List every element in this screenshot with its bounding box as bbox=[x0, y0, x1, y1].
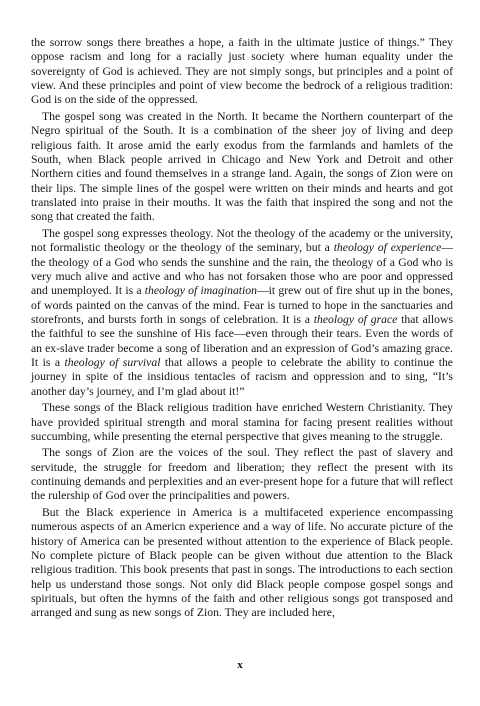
text-run: The gospel song expresses theology. Not the theology of the academy or the university, not formalistic theology or the theology of the seminary, but a bbox=[31, 226, 453, 255]
text-run: The songs of Zion are the voices of the soul. They reflect the past of slavery and servitude, the struggle for freedom and liberation; they reflect the present with its continuing demands and perplexities and an ever-present hope for a future that will reflect the rulership of God over the principalities and powers. bbox=[31, 446, 453, 503]
text-run: The gospel song was created in the North. It became the Northern counterpart of the Negro spiritual of the South. It is a combination of the sheer joy of living and deep religious faith. It arose amid the early exodus from the farmlands and hamlets of the South, when Black people arrived in Chicago and New York and Detroit and other Northern cities and found themselves in a strange land. Again, the songs of Zion were on their lips. The simple lines of the gospel were written on their minds and hearts and got translated into praise in their mouths. It was the faith that inspired the song and not the song that created the faith. bbox=[31, 109, 453, 224]
italic-phrase: theology of survival bbox=[64, 355, 161, 369]
paragraph-1 bbox=[31, 36, 453, 108]
text-run: that allows a people to celebrate the ability to continue the journey in spite of the insidious tentacles of racism and oppression and to sing, “It’s another day’s journey, and I’m glad about it!” bbox=[31, 355, 453, 398]
italic-phrase: theology of grace bbox=[313, 312, 398, 326]
text-run: These songs of the Black religious tradition have enriched Western Christianity. They have provided spiritual strength and moral stamina for facing present realities without succumbing, while presenting the eternal perspective that gives meaning to the struggle. bbox=[31, 401, 453, 443]
paragraph-4 bbox=[31, 401, 453, 444]
text-run: the sorrow songs there breathes a hope, a faith in the ultimate justice of things.” They oppose racism and long for a racially just society where human equality under the sovereignty of God is achieved. They are not simply songs, but principles and a point of view. And these principles and point of view become the bedrock of a religious tradition: God is on the side of the oppressed. bbox=[31, 36, 453, 107]
text-run: But the Black experience in America is a multifaceted experience encompassing numerous aspects of an Americn experience and a way of life. No accurate picture of the history of America can be presented without attention to the experience of Black people. No complete picture of Black people can be given without due attention to the Black religious tradition. This book presents that past in songs. The introductions to each section help us understand those songs. Not only did Black people compose gospel songs and spirituals, but often the hymns of the faith and other religious songs got transposed and arranged and sung as new songs of Zion. They are included here, bbox=[31, 505, 453, 620]
page-body bbox=[31, 36, 453, 623]
paragraph-5 bbox=[31, 446, 453, 503]
text-run: —the theology of a God who sends the sunshine and the rain, the theology of a God who is very much alive and active and who has not forsaken those who are poor and oppressed and unemployed. It is a bbox=[31, 241, 453, 298]
page-number: x bbox=[237, 659, 243, 671]
text-run: that allows the faithful to see the sunshine of His face—even through their tears. Even the words of an ex-slave trader become a song of liberation and an expression of God’s amazing grace. It is a bbox=[31, 312, 454, 369]
italic-phrase: theology of experience bbox=[333, 241, 442, 255]
paragraph-3 bbox=[31, 227, 453, 399]
paragraph-6 bbox=[31, 506, 453, 621]
italic-phrase: theology of imagination bbox=[144, 284, 257, 298]
text-run: —it grew out of fire shut up in the bones, of words painted on the canvas of the mind. Fear is turned to hope in the sanctuaries and storefronts, and bursts forth in songs of celebration. It is a bbox=[31, 284, 454, 326]
paragraph-2 bbox=[31, 110, 453, 225]
